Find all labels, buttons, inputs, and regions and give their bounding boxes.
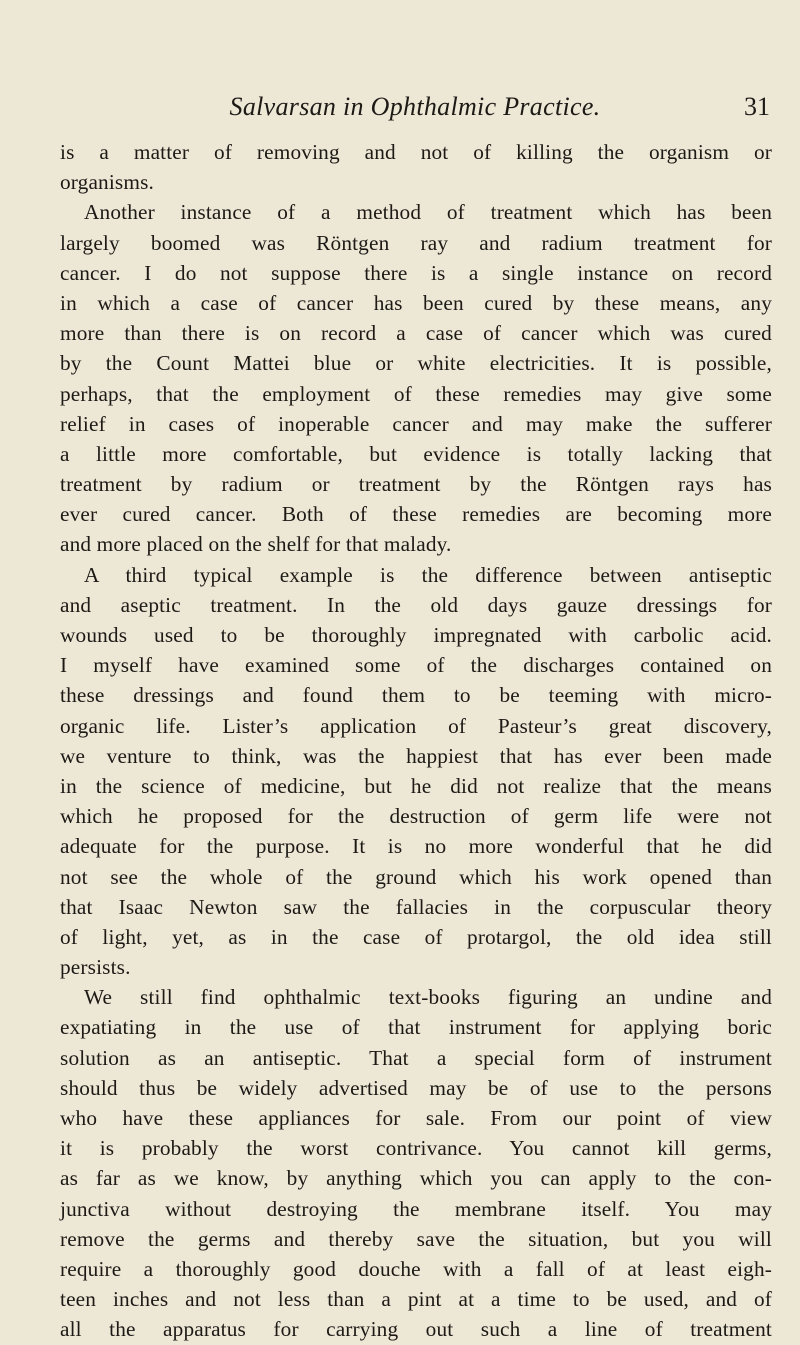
page-number: 31 (744, 92, 770, 121)
text-line: these dressings and found them to be teeming with micro- (60, 683, 772, 708)
text-line: I myself have examined some of the discharges contained on (60, 653, 772, 678)
text-line: relief in cases of inoperable cancer and may make the sufferer (60, 411, 772, 436)
text-line: it is probably the worst contrivance. You cannot kill germs, (60, 1136, 772, 1161)
text-line: who have these appliances for sale. From our point of view (60, 1106, 772, 1130)
text-line: a little more comfortable, but evidence is totally lacking that (60, 441, 772, 466)
text-line: expatiating in the use of that instrument for applying boric (60, 1015, 772, 1040)
running-head (60, 88, 770, 132)
text-line: treatment by radium or treatment by the Röntgen rays has (60, 472, 772, 497)
text-line: more than there is on record a case of cancer which was cured (60, 321, 772, 346)
text-line: adequate for the purpose. It is no more wonderful that he did (60, 834, 772, 859)
text-line: as far as we know, by anything which you can apply to the con- (60, 1166, 772, 1191)
body-text (60, 137, 772, 1345)
text-line: all the apparatus for carrying out such a line of treatment (60, 1317, 772, 1342)
text-line: largely boomed was Röntgen ray and radium treatment for (60, 230, 772, 255)
paragraph (60, 982, 772, 1344)
text-line: persists. (60, 955, 131, 980)
text-line: junctiva without destroying the membrane itself. You may (60, 1196, 772, 1221)
text-line: We still find ophthalmic text-books figuring an undine and (84, 985, 772, 1010)
text-line: and aseptic treatment. In the old days gauze dressings for (60, 592, 772, 617)
text-line: perhaps, that the employment of these remedies may give some (60, 381, 772, 406)
text-line: we venture to think, was the happiest that has ever been made (60, 743, 772, 768)
paragraph (60, 197, 772, 559)
running-title: Salvarsan in Ophthalmic Practice. (229, 92, 601, 121)
text-line: require a thoroughly good douche with a fall of at least eigh- (60, 1256, 772, 1281)
text-line: Another instance of a method of treatment which has been (84, 200, 772, 225)
text-line: should thus be widely advertised may be of use to the persons (60, 1075, 772, 1100)
text-line: remove the germs and thereby save the situation, but you will (60, 1226, 772, 1251)
text-line: A third typical example is the difference between antiseptic (84, 562, 772, 587)
text-line: in the science of medicine, but he did not realize that the means (60, 773, 772, 798)
text-line: teen inches and not less than a pint at a time to be used, and of (60, 1287, 772, 1312)
text-line: which he proposed for the destruction of germ life were not (60, 804, 772, 829)
text-line: that Isaac Newton saw the fallacies in the corpuscular theory (60, 894, 772, 919)
text-line: by the Count Mattei blue or white electricities. It is possible, (60, 351, 772, 376)
text-line: organic life. Lister’s application of Pasteur’s great discovery, (60, 713, 772, 738)
paragraph (60, 137, 772, 197)
text-line: is a matter of removing and not of killing the organism or (60, 140, 772, 164)
text-line: wounds used to be thoroughly impregnated with carbolic acid. (60, 623, 772, 647)
text-line: cancer. I do not suppose there is a single instance on record (60, 260, 772, 285)
text-line: organisms. (60, 170, 154, 195)
text-line: ever cured cancer. Both of these remedies are becoming more (60, 502, 772, 527)
text-line: solution as an antiseptic. That a special form of instrument (60, 1045, 772, 1070)
text-line: in which a case of cancer has been cured by these means, any (60, 290, 772, 315)
text-line: not see the whole of the ground which his work opened than (60, 864, 772, 889)
text-line: of light, yet, as in the case of protargol, the old idea still (60, 924, 772, 949)
text-line: and more placed on the shelf for that malady. (60, 532, 452, 557)
paragraph (60, 560, 772, 983)
